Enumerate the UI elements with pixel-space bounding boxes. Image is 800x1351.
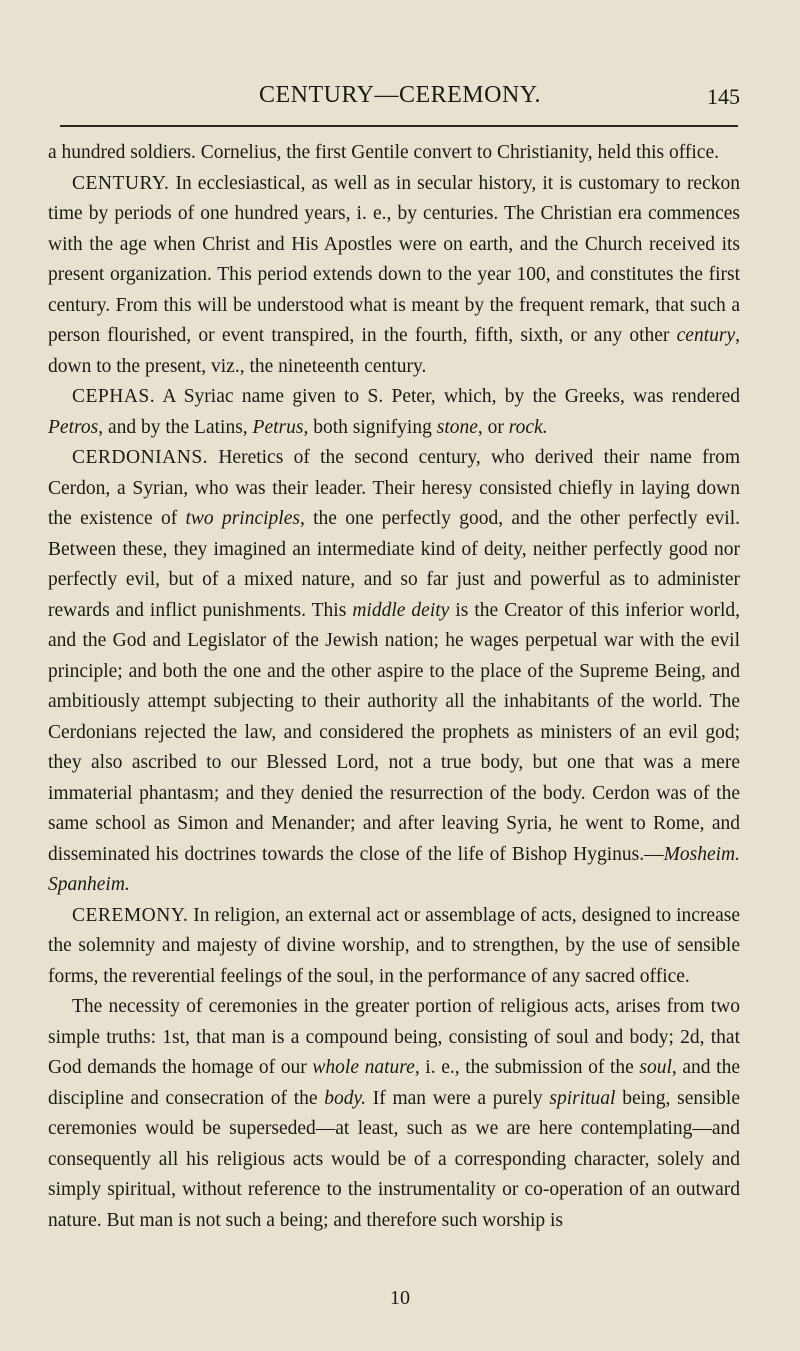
entry-text: , and by the Latins, [98, 416, 253, 438]
page-number: 145 [707, 84, 740, 109]
entry-term: CEREMONY. [72, 904, 189, 926]
italic-text: soul [639, 1057, 672, 1078]
italic-text: stone [436, 416, 478, 438]
italic-text: Petrus [252, 416, 304, 438]
entry-text: , i. e., the submission of the [414, 1057, 640, 1078]
italic-text: two principles [185, 508, 300, 529]
italic-text: whole nature [312, 1057, 415, 1078]
entry-term: CEPHAS. [72, 386, 156, 407]
entry-text: , down to the present, viz., the nineteenth century. [48, 325, 740, 377]
entry-text: , both signifying [303, 416, 437, 438]
paragraph-continuation [48, 138, 740, 169]
italic-text: body. [324, 1087, 366, 1109]
running-head: CENTURY—CEREMONY. [258, 82, 542, 108]
entry-text: In ecclesiastical, as well as in secular history, it is customary to reckon time by periods of one hundred years, i. e., by centuries. The Christian era commences with the age when Christ and His Apostles were on earth, and the Church received its present organization. This period extends down to the year 100, and constitutes the first century. From this will be understood what is meant by the frequent remark, that such a person flourished, or event transpired, in the fourth, fifth, sixth, or any other [48, 172, 740, 346]
italic-text: middle deity [352, 599, 450, 621]
paragraph-text: a hundred soldiers. Cornelius, the first Gentile convert to Christianity, held this office. [48, 142, 719, 163]
entry-text: , or [477, 416, 509, 438]
entry-text: If man were a purely [366, 1087, 550, 1109]
entry-text: , and the discipline and consecration of the [48, 1057, 740, 1109]
page-header [48, 82, 752, 112]
header-rule [60, 125, 738, 127]
entry-text: is the Creator of this inferior world, and the God and Legislator of the Jewish nation; he wages perpetual war with the evil principle; and both the one and the other aspire to the place of the Supreme Being, and ambitiously attempt subjecting to their authority all the inhabitants of the world. The Cerdonians rejected the law, and considered the prophets as ministers of an evil god; they also ascribed to our Blessed Lord, not a true body, but one that was a mere immaterial phantasm; and they denied the resurrection of the body. Cerdon was of the same school as Simon and Menander; and after leaving Syria, he went to Rome, and disseminated his doctrines towards the close of the life of Bishop Hyginus.— [48, 599, 741, 865]
entry-term: CERDONIANS. [72, 447, 209, 468]
entry-text: In religion, an external act or assemblage of acts, designed to increase the solemnity and majesty of divine worship, and to strengthen, by the use of sensible forms, the reverential feelings of the soul, in the performance of any sacred office. [48, 904, 740, 987]
entry-term: CENTURY. [72, 172, 170, 194]
italic-text: rock. [508, 416, 548, 438]
entry-century [48, 169, 740, 383]
italic-text: Mosheim. Spanheim. [48, 843, 740, 895]
entry-cephas [48, 382, 740, 443]
entry-text: , the one perfectly good, and the other perfectly evil. Between these, they imagined an intermediate kind of deity, neither perfectly good nor perfectly evil, but of a mixed nature, and so far just and powerful as to administer rewards and inflict punishments. This [48, 508, 740, 621]
entry-ceremony [48, 901, 740, 993]
entry-text: The necessity of ceremonies in the greater portion of religious acts, arises from two simple truths: 1st, that man is a compound being, consisting of soul and body; 2d, that God demands the homage of our [48, 996, 740, 1078]
page-body [48, 138, 740, 1236]
italic-text: Petros [48, 416, 99, 438]
paragraph-ceremony-necessity [48, 992, 740, 1236]
entry-text: A Syriac name given to S. Peter, which, by the Greeks, was rendered [155, 386, 740, 407]
signature-mark: 10 [390, 1287, 410, 1309]
italic-text: spiritual [549, 1087, 616, 1109]
entry-text: Heretics of the second century, who derived their name from Cerdon, a Syrian, who was their leader. Their heresy consisted chiefly in laying down the existence of [48, 447, 740, 529]
italic-text: century [676, 325, 736, 346]
entry-cerdonians [48, 443, 740, 901]
entry-text: being, sensible ceremonies would be superseded—at least, such as we are here contemplating—and consequently all his religious acts would be of a corresponding character, solely and simply spiritual, without reference to the instrumentality or co-operation of an outward nature. But man is not such a being; and therefore such worship is [48, 1087, 740, 1231]
